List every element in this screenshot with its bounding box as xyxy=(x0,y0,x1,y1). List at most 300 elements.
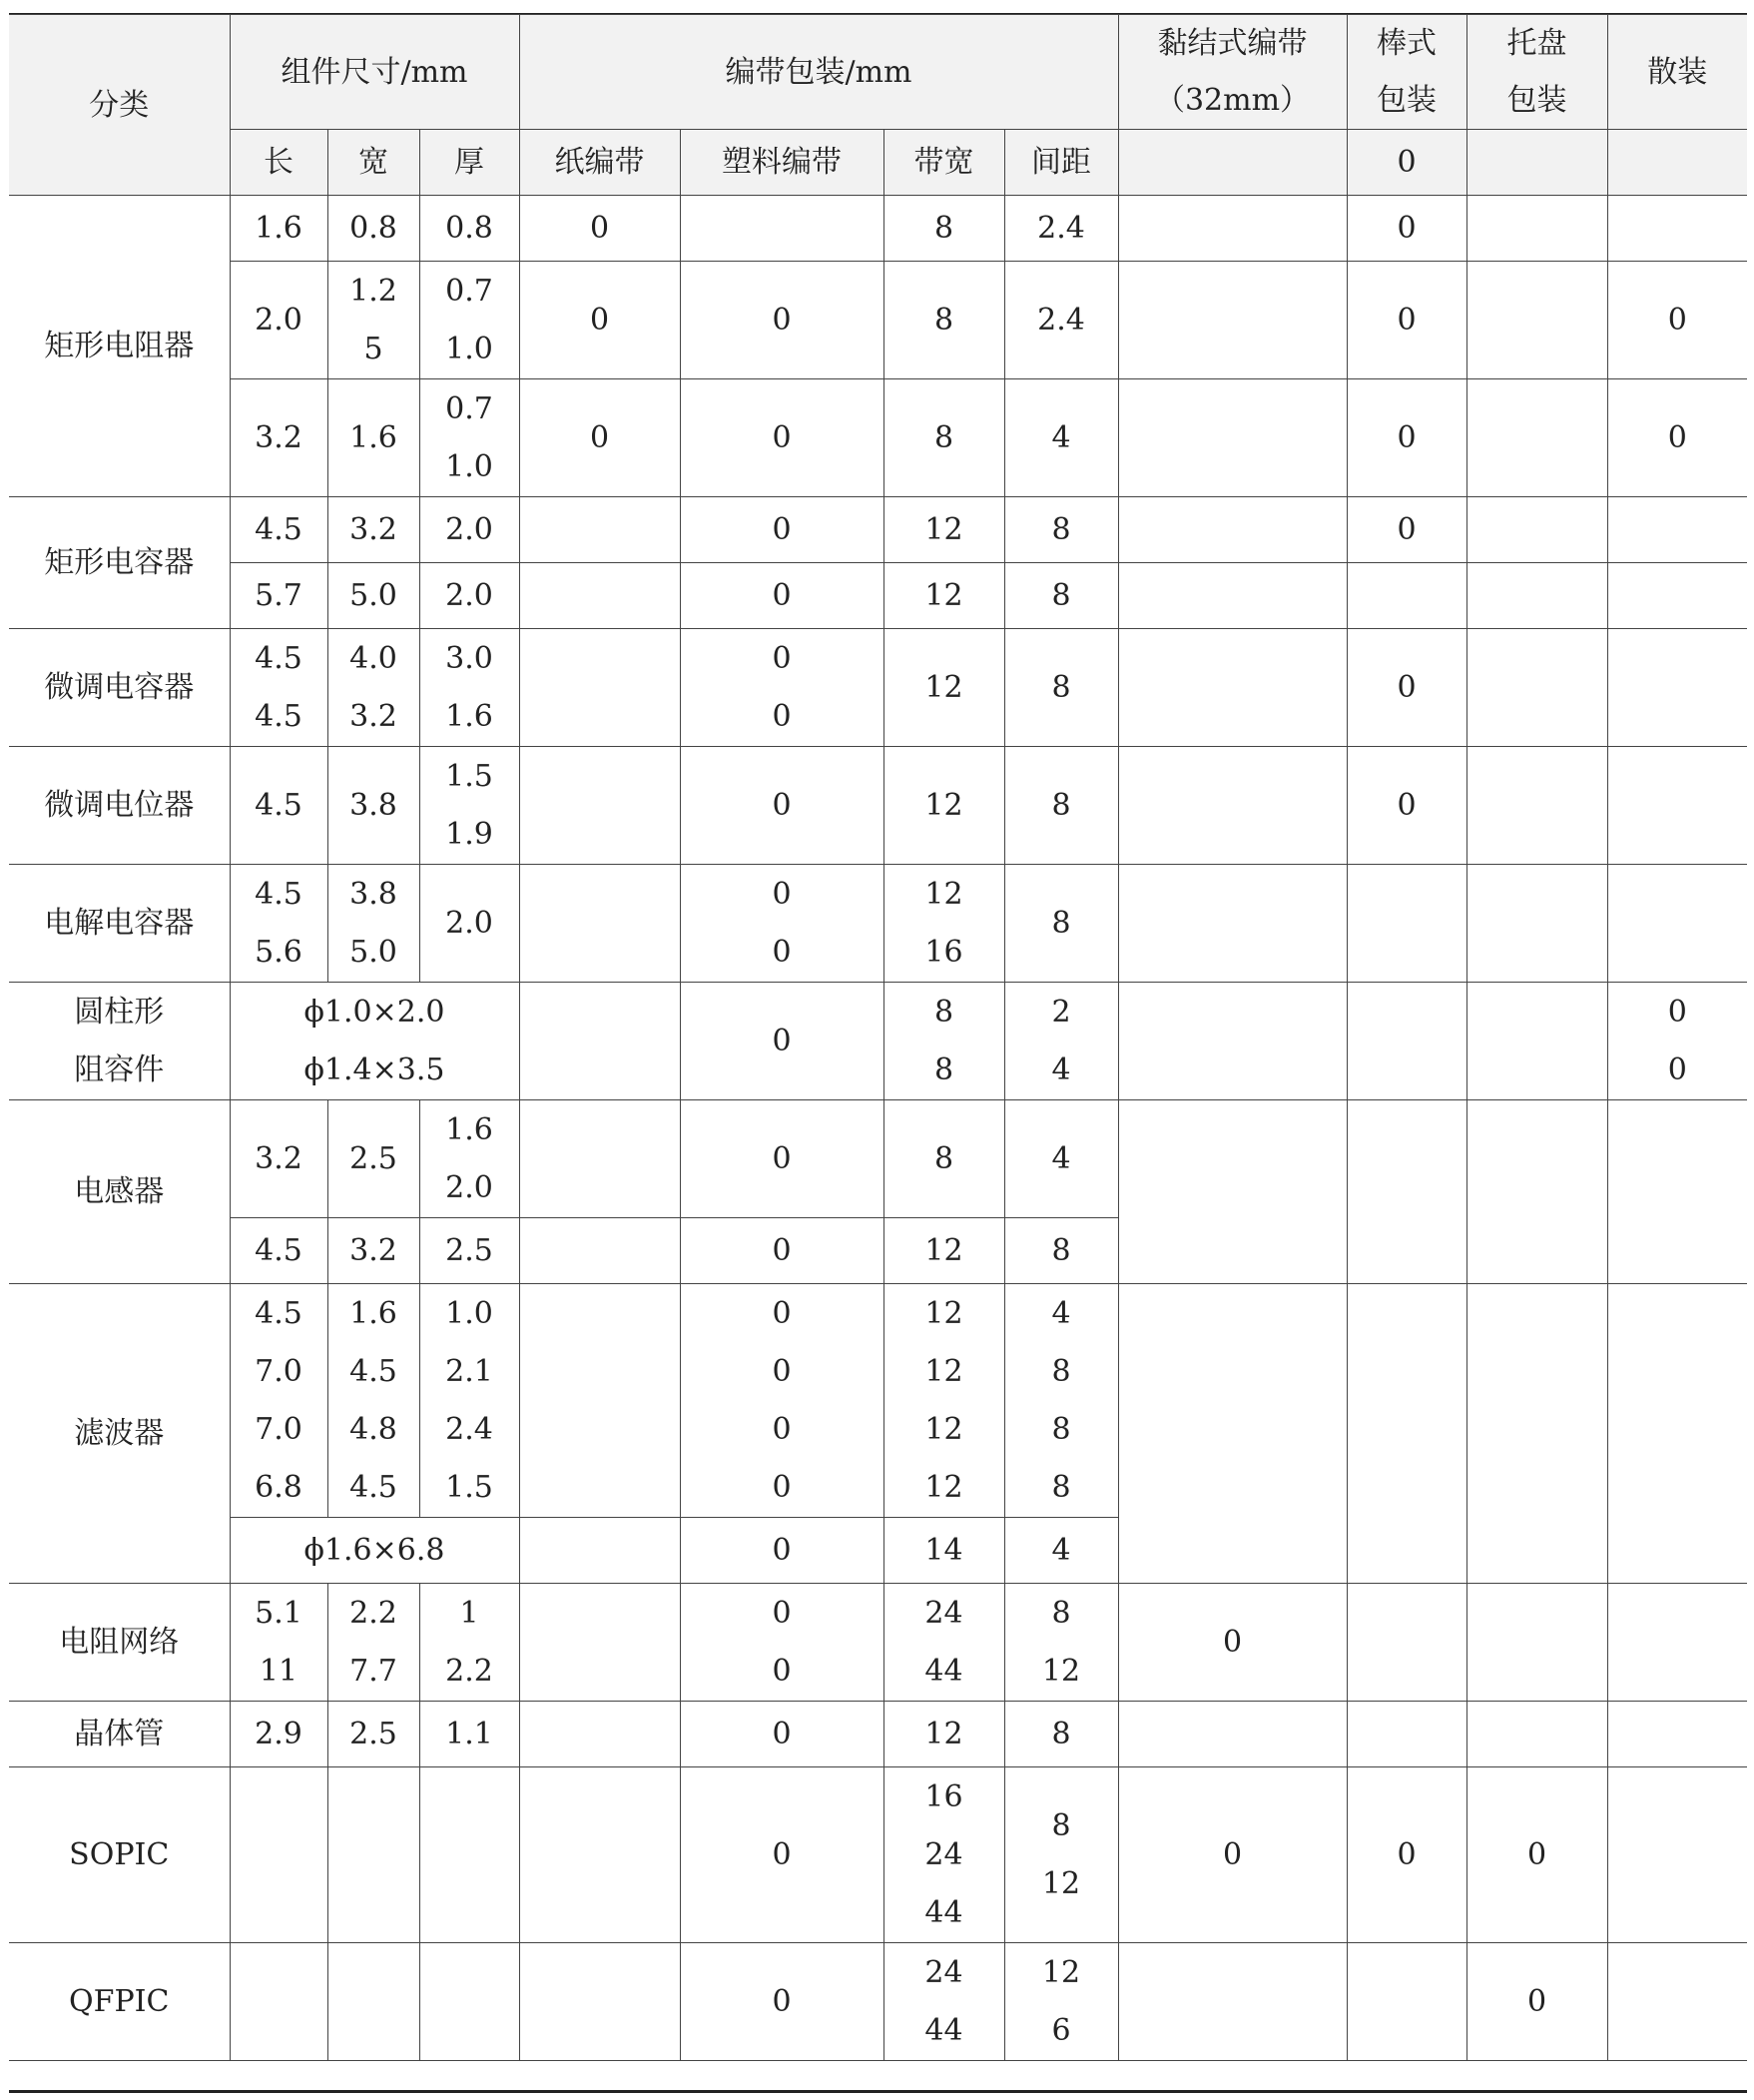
width-cell xyxy=(327,1584,419,1702)
length-cell xyxy=(230,497,327,563)
tape-width-cell-line: 44 xyxy=(924,1894,963,1930)
tray-packaging-cell xyxy=(1466,1943,1607,2061)
tape-width-cell-line: 12 xyxy=(924,1232,963,1268)
width-cell-line: 2.2 xyxy=(349,1595,397,1631)
length-cell-line: 4.5 xyxy=(255,640,302,676)
category-cell-line: 矩形电容器 xyxy=(44,544,195,580)
pitch-cell xyxy=(1004,865,1118,983)
tape-width-cell-line: 16 xyxy=(924,934,963,970)
header-tape-packaging: 编带包装/mm xyxy=(519,15,1118,130)
header-tray-line2: 包装 xyxy=(1506,83,1567,118)
width-cell xyxy=(327,196,419,262)
category-cell xyxy=(9,1943,230,2061)
thickness-cell xyxy=(419,1584,519,1702)
category-cell xyxy=(9,983,230,1100)
category-cell-line: SOPIC xyxy=(69,1836,170,1872)
tape-width-cell-line: 12 xyxy=(924,1353,963,1389)
length-cell-line: 2.9 xyxy=(255,1716,302,1751)
width-cell-line: 4.0 xyxy=(349,640,397,676)
tape-width-cell xyxy=(883,379,1004,497)
bulk-cell-line: 0 xyxy=(1667,1051,1687,1087)
stick-packaging-cell xyxy=(1347,1284,1466,1584)
width-cell xyxy=(327,563,419,629)
plastic-tape-cell xyxy=(680,262,883,379)
width-cell xyxy=(327,1702,419,1767)
plastic-tape-cell-line: 0 xyxy=(772,1532,792,1568)
width-cell-line: 4.8 xyxy=(349,1411,397,1447)
plastic-tape-cell xyxy=(680,629,883,747)
pitch-cell xyxy=(1004,1518,1118,1584)
length-cell xyxy=(230,747,327,865)
plastic-tape-cell-line: 0 xyxy=(772,698,792,734)
width-cell-line: 2.5 xyxy=(349,1140,397,1176)
thickness-cell-line: 2.1 xyxy=(445,1353,493,1389)
size-merged-cell-line: ϕ1.4×3.5 xyxy=(303,1051,445,1087)
stick-packaging-cell xyxy=(1347,262,1466,379)
width-cell xyxy=(327,1767,419,1943)
category-cell-line: 微调电位器 xyxy=(44,787,195,823)
width-cell-line: 3.2 xyxy=(349,511,397,547)
table-row xyxy=(9,1100,1747,1218)
paper-tape-cell xyxy=(519,1584,680,1702)
length-cell-line: 3.2 xyxy=(255,419,302,455)
stick-packaging-cell xyxy=(1347,1702,1466,1767)
pitch-cell-line: 8 xyxy=(1051,577,1071,613)
tray-packaging-cell xyxy=(1466,1767,1607,1943)
table-bottom-rule xyxy=(9,2090,1747,2093)
thickness-cell xyxy=(419,865,519,983)
thickness-cell xyxy=(419,1702,519,1767)
tape-width-cell xyxy=(883,1218,1004,1284)
length-cell xyxy=(230,1100,327,1218)
header-adhesive-sub xyxy=(1118,130,1347,196)
length-cell-line: 5.1 xyxy=(255,1595,302,1631)
bulk-cell xyxy=(1607,497,1747,563)
category-cell xyxy=(9,1767,230,1943)
plastic-tape-cell xyxy=(680,1218,883,1284)
tray-packaging-cell xyxy=(1466,1284,1607,1584)
length-cell xyxy=(230,563,327,629)
tape-width-cell-line: 44 xyxy=(924,1653,963,1689)
stick-packaging-cell-line: 0 xyxy=(1397,787,1417,823)
category-cell-line: 矩形电阻器 xyxy=(44,328,195,363)
paper-tape-cell xyxy=(519,983,680,1100)
adhesive-tape-cell xyxy=(1118,563,1347,629)
table-row xyxy=(9,497,1747,563)
pitch-cell-line: 12 xyxy=(1041,1954,1081,1990)
pitch-cell xyxy=(1004,747,1118,865)
length-cell xyxy=(230,379,327,497)
thickness-cell-line: 1.0 xyxy=(445,1295,493,1331)
width-cell xyxy=(327,1284,419,1518)
category-cell-line: 圆柱形 xyxy=(74,994,165,1030)
tape-width-cell-line: 8 xyxy=(933,1140,954,1176)
pitch-cell xyxy=(1004,563,1118,629)
plastic-tape-cell xyxy=(680,747,883,865)
table-row xyxy=(9,196,1747,262)
stick-packaging-cell xyxy=(1347,196,1466,262)
length-cell-line: 4.5 xyxy=(255,698,302,734)
paper-tape-cell xyxy=(519,1943,680,2061)
header-component-size: 组件尺寸/mm xyxy=(230,15,519,130)
plastic-tape-cell xyxy=(680,196,883,262)
plastic-tape-cell-line: 0 xyxy=(772,1983,792,2019)
packaging-spec-table xyxy=(9,14,1747,2061)
pitch-cell xyxy=(1004,1702,1118,1767)
pitch-cell-line: 8 xyxy=(1051,1716,1071,1751)
width-cell-line: 1.2 xyxy=(349,273,397,309)
tray-packaging-cell xyxy=(1466,1702,1607,1767)
tray-packaging-cell xyxy=(1466,629,1607,747)
paper-tape-cell xyxy=(519,1767,680,1943)
pitch-cell-line: 2 xyxy=(1051,994,1071,1030)
pitch-cell-line: 12 xyxy=(1041,1865,1081,1901)
tray-packaging-cell xyxy=(1466,1100,1607,1284)
paper-tape-cell xyxy=(519,1518,680,1584)
thickness-cell-line: 1.6 xyxy=(445,1111,493,1147)
size-merged-cell-line: ϕ1.0×2.0 xyxy=(303,994,445,1030)
width-cell-line: 4.5 xyxy=(349,1469,397,1505)
paper-tape-cell xyxy=(519,497,680,563)
length-cell xyxy=(230,262,327,379)
table-row xyxy=(9,865,1747,983)
plastic-tape-cell-line: 0 xyxy=(772,1653,792,1689)
width-cell-line: 1.6 xyxy=(349,1295,397,1331)
category-cell-line: 电感器 xyxy=(74,1173,165,1209)
thickness-cell xyxy=(419,1100,519,1218)
width-cell-line: 5.0 xyxy=(349,577,397,613)
tape-width-cell-line: 8 xyxy=(933,210,954,246)
thickness-cell xyxy=(419,196,519,262)
tape-width-cell-line: 12 xyxy=(924,1469,963,1505)
paper-tape-cell xyxy=(519,865,680,983)
pitch-cell xyxy=(1004,1767,1118,1943)
stick-packaging-cell-line: 0 xyxy=(1397,669,1417,705)
paper-tape-cell xyxy=(519,629,680,747)
thickness-cell-line: 1.0 xyxy=(445,448,493,484)
pitch-cell xyxy=(1004,262,1118,379)
tape-width-cell-line: 8 xyxy=(933,994,954,1030)
table-row xyxy=(9,563,1747,629)
category-cell xyxy=(9,196,230,497)
thickness-cell-line: 1.1 xyxy=(445,1716,493,1751)
adhesive-tape-cell xyxy=(1118,1943,1347,2061)
paper-tape-cell-line: 0 xyxy=(589,419,610,455)
category-cell-line: 晶体管 xyxy=(74,1716,165,1751)
thickness-cell xyxy=(419,497,519,563)
plastic-tape-cell xyxy=(680,1284,883,1518)
plastic-tape-cell xyxy=(680,865,883,983)
thickness-cell-line: 1.5 xyxy=(445,1469,493,1505)
pitch-cell-line: 8 xyxy=(1051,1232,1071,1268)
stick-packaging-cell xyxy=(1347,983,1466,1100)
stick-packaging-cell xyxy=(1347,563,1466,629)
pitch-cell xyxy=(1004,1943,1118,2061)
thickness-cell xyxy=(419,629,519,747)
thickness-cell-line: 1.0 xyxy=(445,331,493,366)
width-cell-line: 3.2 xyxy=(349,1232,397,1268)
table-row xyxy=(9,983,1747,1100)
pitch-cell-line: 8 xyxy=(1051,1469,1071,1505)
paper-tape-cell xyxy=(519,379,680,497)
plastic-tape-cell-line: 0 xyxy=(772,1295,792,1331)
width-cell-line: 4.5 xyxy=(349,1353,397,1389)
header-adhesive-line1: 黏结式编带 xyxy=(1157,26,1308,61)
tape-width-cell-line: 8 xyxy=(933,419,954,455)
length-cell xyxy=(230,865,327,983)
paper-tape-cell xyxy=(519,747,680,865)
size-merged-cell xyxy=(230,1518,519,1584)
tape-width-cell-line: 12 xyxy=(924,1716,963,1751)
table-row xyxy=(9,1284,1747,1518)
category-cell xyxy=(9,1100,230,1284)
length-cell xyxy=(230,1767,327,1943)
category-cell xyxy=(9,1284,230,1584)
bulk-cell xyxy=(1607,1767,1747,1943)
paper-tape-cell xyxy=(519,196,680,262)
pitch-cell-line: 12 xyxy=(1041,1653,1081,1689)
tape-width-cell xyxy=(883,1100,1004,1218)
paper-tape-cell xyxy=(519,1702,680,1767)
thickness-cell-line: 2.0 xyxy=(445,905,493,941)
stick-packaging-cell-line: 0 xyxy=(1397,1836,1417,1872)
table-row xyxy=(9,629,1747,747)
adhesive-tape-cell xyxy=(1118,1584,1347,1702)
length-cell-line: 7.0 xyxy=(255,1411,302,1447)
tape-width-cell-line: 12 xyxy=(924,577,963,613)
bulk-cell xyxy=(1607,1100,1747,1284)
tape-width-cell-line: 12 xyxy=(924,511,963,547)
paper-tape-cell xyxy=(519,1218,680,1284)
category-cell xyxy=(9,1584,230,1702)
thickness-cell-line: 1.9 xyxy=(445,816,493,852)
width-cell xyxy=(327,262,419,379)
category-cell xyxy=(9,1702,230,1767)
length-cell xyxy=(230,629,327,747)
paper-tape-cell xyxy=(519,563,680,629)
pitch-cell xyxy=(1004,1218,1118,1284)
header-stick-line2: 包装 xyxy=(1377,83,1438,118)
stick-packaging-cell xyxy=(1347,629,1466,747)
thickness-cell-line: 3.0 xyxy=(445,640,493,676)
adhesive-tape-cell xyxy=(1118,983,1347,1100)
tray-packaging-cell xyxy=(1466,747,1607,865)
bulk-cell xyxy=(1607,1284,1747,1584)
bulk-cell-line: 0 xyxy=(1667,994,1687,1030)
thickness-cell-line: 2.4 xyxy=(445,1411,493,1447)
adhesive-tape-cell xyxy=(1118,196,1347,262)
width-cell xyxy=(327,1943,419,2061)
tray-packaging-cell xyxy=(1466,983,1607,1100)
plastic-tape-cell xyxy=(680,379,883,497)
adhesive-tape-cell xyxy=(1118,1100,1347,1284)
header-tape-width: 带宽 xyxy=(883,130,1004,196)
width-cell-line: 1.6 xyxy=(349,419,397,455)
bulk-cell xyxy=(1607,196,1747,262)
plastic-tape-cell xyxy=(680,1702,883,1767)
adhesive-tape-cell xyxy=(1118,865,1347,983)
pitch-cell-line: 4 xyxy=(1051,1295,1071,1331)
pitch-cell xyxy=(1004,983,1118,1100)
pitch-cell xyxy=(1004,1284,1118,1518)
category-cell-line: QFPIC xyxy=(69,1983,170,2019)
plastic-tape-cell xyxy=(680,1518,883,1584)
tray-packaging-cell xyxy=(1466,196,1607,262)
plastic-tape-cell-line: 0 xyxy=(772,1023,792,1058)
length-cell-line: 4.5 xyxy=(255,1295,302,1331)
plastic-tape-cell-line: 0 xyxy=(772,1140,792,1176)
plastic-tape-cell xyxy=(680,983,883,1100)
thickness-cell-line: 0.8 xyxy=(445,210,493,246)
size-merged-cell xyxy=(230,983,519,1100)
tape-width-cell-line: 14 xyxy=(924,1532,963,1568)
bulk-cell xyxy=(1607,747,1747,865)
bulk-cell xyxy=(1607,1584,1747,1702)
tape-width-cell-line: 12 xyxy=(924,669,963,705)
pitch-cell-line: 8 xyxy=(1051,669,1071,705)
bulk-cell xyxy=(1607,865,1747,983)
adhesive-tape-cell-line: 0 xyxy=(1222,1836,1243,1872)
length-cell-line: 6.8 xyxy=(255,1469,302,1505)
thickness-cell xyxy=(419,563,519,629)
bulk-cell xyxy=(1607,379,1747,497)
length-cell-line: 11 xyxy=(259,1653,298,1689)
tape-width-cell-line: 44 xyxy=(924,2012,963,2048)
tape-width-cell xyxy=(883,262,1004,379)
paper-tape-cell xyxy=(519,1284,680,1518)
stick-packaging-cell xyxy=(1347,1767,1466,1943)
bulk-cell xyxy=(1607,563,1747,629)
thickness-cell-line: 2.0 xyxy=(445,511,493,547)
width-cell xyxy=(327,379,419,497)
paper-tape-cell xyxy=(519,1100,680,1218)
width-cell-line: 3.2 xyxy=(349,698,397,734)
width-cell-line: 3.8 xyxy=(349,787,397,823)
plastic-tape-cell-line: 0 xyxy=(772,640,792,676)
thickness-cell-line: 2.0 xyxy=(445,577,493,613)
length-cell-line: 3.2 xyxy=(255,1140,302,1176)
length-cell-line: 4.5 xyxy=(255,787,302,823)
thickness-cell-line: 1.5 xyxy=(445,758,493,794)
tape-width-cell xyxy=(883,1702,1004,1767)
plastic-tape-cell-line: 0 xyxy=(772,1716,792,1751)
length-cell-line: 4.5 xyxy=(255,511,302,547)
width-cell-line: 3.8 xyxy=(349,876,397,912)
stick-packaging-cell xyxy=(1347,1584,1466,1702)
header-stick-line1: 棒式 xyxy=(1377,26,1438,61)
paper-tape-cell-line: 0 xyxy=(589,210,610,246)
pitch-cell-line: 4 xyxy=(1051,419,1071,455)
bulk-cell xyxy=(1607,629,1747,747)
pitch-cell xyxy=(1004,1584,1118,1702)
tape-width-cell xyxy=(883,196,1004,262)
length-cell-line: 7.0 xyxy=(255,1353,302,1389)
adhesive-tape-cell xyxy=(1118,629,1347,747)
category-cell xyxy=(9,865,230,983)
plastic-tape-cell-line: 0 xyxy=(772,1836,792,1872)
stick-packaging-cell xyxy=(1347,379,1466,497)
length-cell xyxy=(230,196,327,262)
bulk-cell-line: 0 xyxy=(1667,419,1687,455)
plastic-tape-cell-line: 0 xyxy=(772,876,792,912)
plastic-tape-cell-line: 0 xyxy=(772,934,792,970)
tape-width-cell-line: 12 xyxy=(924,1295,963,1331)
stick-packaging-cell xyxy=(1347,747,1466,865)
plastic-tape-cell-line: 0 xyxy=(772,419,792,455)
bulk-cell xyxy=(1607,1702,1747,1767)
adhesive-tape-cell xyxy=(1118,747,1347,865)
thickness-cell xyxy=(419,1218,519,1284)
pitch-cell xyxy=(1004,196,1118,262)
tape-width-cell xyxy=(883,1518,1004,1584)
category-cell xyxy=(9,629,230,747)
plastic-tape-cell xyxy=(680,1100,883,1218)
pitch-cell xyxy=(1004,1100,1118,1218)
adhesive-tape-cell xyxy=(1118,1284,1347,1584)
tray-packaging-cell xyxy=(1466,262,1607,379)
plastic-tape-cell-line: 0 xyxy=(772,511,792,547)
header-tray-sub xyxy=(1466,130,1607,196)
category-cell-line: 微调电容器 xyxy=(44,669,195,705)
table-row xyxy=(9,1702,1747,1767)
bulk-cell xyxy=(1607,983,1747,1100)
pitch-cell-line: 4 xyxy=(1051,1140,1071,1176)
stick-packaging-cell-line: 0 xyxy=(1397,210,1417,246)
pitch-cell xyxy=(1004,629,1118,747)
tape-width-cell xyxy=(883,497,1004,563)
bulk-cell xyxy=(1607,262,1747,379)
header-adhesive-tape xyxy=(1118,15,1347,130)
header-category: 分类 xyxy=(9,15,230,196)
tape-width-cell xyxy=(883,983,1004,1100)
pitch-cell-line: 8 xyxy=(1051,1411,1071,1447)
header-stick-packaging xyxy=(1347,15,1466,130)
category-cell xyxy=(9,497,230,629)
pitch-cell-line: 8 xyxy=(1051,905,1071,941)
pitch-cell-line: 2.4 xyxy=(1037,210,1085,246)
tape-width-cell-line: 24 xyxy=(924,1595,963,1631)
size-merged-cell-line: ϕ1.6×6.8 xyxy=(303,1532,445,1568)
category-cell-line: 阻容件 xyxy=(74,1051,165,1087)
width-cell xyxy=(327,1218,419,1284)
plastic-tape-cell xyxy=(680,1943,883,2061)
length-cell-line: 4.5 xyxy=(255,1232,302,1268)
plastic-tape-cell-line: 0 xyxy=(772,1411,792,1447)
tray-packaging-cell-line: 0 xyxy=(1526,1983,1547,2019)
header-adhesive-line2: （32mm） xyxy=(1154,83,1311,118)
pitch-cell-line: 8 xyxy=(1051,1595,1071,1631)
table-row xyxy=(9,379,1747,497)
tray-packaging-cell xyxy=(1466,379,1607,497)
length-cell-line: 2.0 xyxy=(255,302,302,338)
tray-packaging-cell xyxy=(1466,563,1607,629)
tape-width-cell-line: 8 xyxy=(933,1051,954,1087)
tape-width-cell xyxy=(883,1584,1004,1702)
width-cell xyxy=(327,497,419,563)
length-cell xyxy=(230,1702,327,1767)
plastic-tape-cell-line: 0 xyxy=(772,302,792,338)
header-tray-line1: 托盘 xyxy=(1506,26,1567,61)
tape-width-cell xyxy=(883,1943,1004,2061)
adhesive-tape-cell xyxy=(1118,379,1347,497)
tape-width-cell xyxy=(883,1284,1004,1518)
pitch-cell-line: 8 xyxy=(1051,787,1071,823)
width-cell xyxy=(327,747,419,865)
thickness-cell xyxy=(419,262,519,379)
bulk-cell xyxy=(1607,1943,1747,2061)
plastic-tape-cell xyxy=(680,1584,883,1702)
pitch-cell xyxy=(1004,379,1118,497)
